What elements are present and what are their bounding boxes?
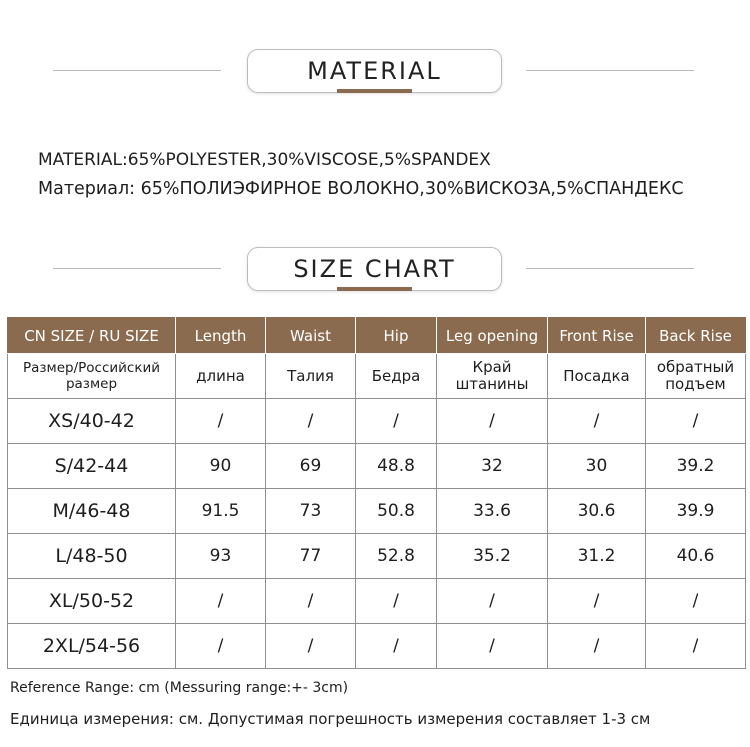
cell-back-rise: / — [646, 579, 746, 624]
cell-waist: 77 — [266, 534, 356, 579]
cell-length: / — [176, 399, 266, 444]
cell-leg-opening: 35.2 — [437, 534, 548, 579]
header-cell-waist: Waist — [266, 318, 356, 354]
header-cell-back-rise: Back Rise — [646, 318, 746, 354]
cell-length: 90 — [176, 444, 266, 489]
cell-waist: / — [266, 399, 356, 444]
header-divider-right — [526, 70, 694, 71]
cell-back-rise: 40.6 — [646, 534, 746, 579]
cell-leg-opening: / — [437, 579, 548, 624]
header-cell-leg-opening: Leg opening — [437, 318, 548, 354]
cell-size: XL/50-52 — [8, 579, 176, 624]
cell-front-rise: / — [548, 399, 646, 444]
cell-waist: 73 — [266, 489, 356, 534]
cell-size: 2XL/54-56 — [8, 624, 176, 669]
material-composition-ru: Материал: 65%ПОЛИЭФИРНОЕ ВОЛОКНО,30%ВИСКОЗА,5%СПАНДЕКС — [38, 179, 684, 199]
header-ru-cell-length: длина — [176, 354, 266, 399]
cell-length: 93 — [176, 534, 266, 579]
cell-length: 91.5 — [176, 489, 266, 534]
cell-length: / — [176, 579, 266, 624]
table-row — [8, 534, 746, 579]
cell-size: M/46-48 — [8, 489, 176, 534]
cell-leg-opening: / — [437, 399, 548, 444]
cell-leg-opening: 32 — [437, 444, 548, 489]
size-chart-heading: SIZE CHART — [293, 255, 456, 283]
table-row — [8, 399, 746, 444]
reference-range-note-ru: Единица измерения: см. Допустимая погрешность измерения составляет 1-3 см — [10, 710, 651, 728]
heading-accent-bar — [337, 89, 412, 93]
cell-hip: / — [356, 579, 437, 624]
header-row-en — [8, 318, 746, 354]
header-cell-hip: Hip — [356, 318, 437, 354]
cell-size: XS/40-42 — [8, 399, 176, 444]
header-row-ru — [8, 354, 746, 399]
table-row — [8, 579, 746, 624]
header-divider-right — [526, 268, 694, 269]
cell-waist: 69 — [266, 444, 356, 489]
table-row — [8, 444, 746, 489]
cell-size: S/42-44 — [8, 444, 176, 489]
cell-length: / — [176, 624, 266, 669]
cell-size: L/48-50 — [8, 534, 176, 579]
header-ru-cell-front-rise: Посадка — [548, 354, 646, 399]
header-ru-cell-size: Размер/Российский размер — [8, 354, 176, 399]
header-divider-left — [53, 70, 221, 71]
header-ru-cell-back-rise: обратный подъем — [646, 354, 746, 399]
header-cell-size: CN SIZE / RU SIZE — [8, 318, 176, 354]
cell-leg-opening: 33.6 — [437, 489, 548, 534]
cell-front-rise: 30.6 — [548, 489, 646, 534]
material-header — [0, 49, 750, 93]
cell-back-rise: 39.2 — [646, 444, 746, 489]
header-cell-front-rise: Front Rise — [548, 318, 646, 354]
cell-waist: / — [266, 579, 356, 624]
cell-front-rise: / — [548, 624, 646, 669]
header-ru-cell-waist: Талия — [266, 354, 356, 399]
header-ru-cell-hip: Бедра — [356, 354, 437, 399]
material-heading-pill — [247, 49, 502, 93]
cell-front-rise: 31.2 — [548, 534, 646, 579]
size-chart-heading-pill — [247, 247, 502, 291]
cell-back-rise: / — [646, 624, 746, 669]
header-divider-left — [53, 268, 221, 269]
cell-front-rise: 30 — [548, 444, 646, 489]
header-ru-cell-leg-opening: Край штанины — [437, 354, 548, 399]
cell-hip: / — [356, 624, 437, 669]
size-chart-header — [0, 247, 750, 291]
cell-waist: / — [266, 624, 356, 669]
cell-back-rise: / — [646, 399, 746, 444]
cell-front-rise: / — [548, 579, 646, 624]
cell-hip: / — [356, 399, 437, 444]
cell-hip: 52.8 — [356, 534, 437, 579]
table-row — [8, 489, 746, 534]
cell-hip: 50.8 — [356, 489, 437, 534]
material-heading: MATERIAL — [307, 57, 442, 85]
cell-back-rise: 39.9 — [646, 489, 746, 534]
reference-range-note-en: Reference Range: cm (Messuring range:+- 3cm) — [10, 680, 349, 696]
table-row — [8, 624, 746, 669]
material-composition-en: MATERIAL:65%POLYESTER,30%VISCOSE,5%SPANDEX — [38, 150, 491, 170]
size-chart-table — [7, 317, 746, 669]
header-cell-length: Length — [176, 318, 266, 354]
cell-leg-opening: / — [437, 624, 548, 669]
cell-hip: 48.8 — [356, 444, 437, 489]
heading-accent-bar — [337, 287, 412, 291]
